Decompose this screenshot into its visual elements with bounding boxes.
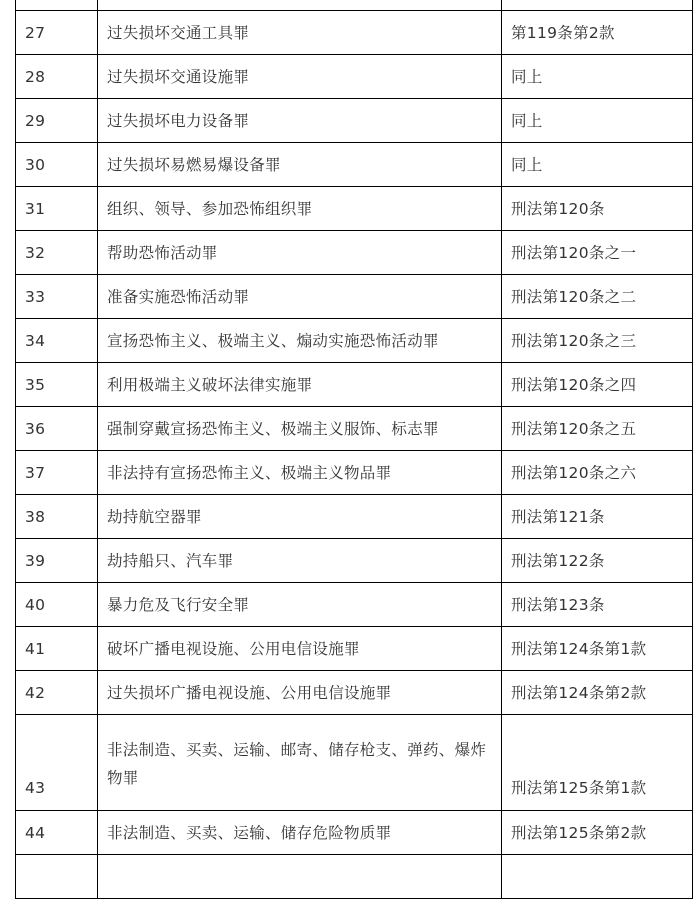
- row-number: 37: [16, 451, 98, 495]
- law-article: 同上: [502, 55, 693, 99]
- crimes-table: [15, 0, 693, 899]
- table-row: [16, 627, 693, 671]
- law-article: 刑法第120条之二: [502, 275, 693, 319]
- table-row: [16, 0, 693, 11]
- table-row: [16, 363, 693, 407]
- row-number: 40: [16, 583, 98, 627]
- crime-name: 过失损坏交通工具罪: [98, 11, 502, 55]
- row-number: 36: [16, 407, 98, 451]
- row-number: 32: [16, 231, 98, 275]
- row-number: 43: [16, 715, 98, 811]
- law-article: 刑法第125条第1款: [502, 715, 693, 811]
- crime-name: 过失损坏交通设施罪: [98, 55, 502, 99]
- row-number: 39: [16, 539, 98, 583]
- crime-name: 宣扬恐怖主义、极端主义、煽动实施恐怖活动罪: [98, 319, 502, 363]
- row-number: 27: [16, 11, 98, 55]
- crime-name: 非法制造、买卖、运输、邮寄、储存枪支、弹药、爆炸物罪: [98, 715, 502, 811]
- row-number: 44: [16, 811, 98, 855]
- law-article: 第119条第2款: [502, 11, 693, 55]
- table-row: [16, 55, 693, 99]
- law-article: 刑法第123条: [502, 583, 693, 627]
- crime-name: 破坏广播电视设施、公用电信设施罪: [98, 627, 502, 671]
- row-number: [16, 855, 98, 899]
- table-row: [16, 319, 693, 363]
- row-number: [16, 0, 98, 11]
- crime-name: 非法持有宣扬恐怖主义、极端主义物品罪: [98, 451, 502, 495]
- row-number: 38: [16, 495, 98, 539]
- table-row: [16, 583, 693, 627]
- crime-name: 劫持航空器罪: [98, 495, 502, 539]
- table-row: [16, 143, 693, 187]
- law-article: [502, 855, 693, 899]
- crime-name: 利用极端主义破坏法律实施罪: [98, 363, 502, 407]
- row-number: 33: [16, 275, 98, 319]
- law-article: 刑法第120条之六: [502, 451, 693, 495]
- law-article: 刑法第121条: [502, 495, 693, 539]
- law-article: 刑法第120条之五: [502, 407, 693, 451]
- crime-name: 过失损坏广播电视设施、公用电信设施罪: [98, 671, 502, 715]
- row-number: 41: [16, 627, 98, 671]
- row-number: 34: [16, 319, 98, 363]
- table-row: [16, 187, 693, 231]
- law-article: 同上: [502, 143, 693, 187]
- crime-name: [98, 0, 502, 11]
- table-row: [16, 811, 693, 855]
- row-number: 35: [16, 363, 98, 407]
- crime-name: 组织、领导、参加恐怖组织罪: [98, 187, 502, 231]
- law-article: 刑法第120条之四: [502, 363, 693, 407]
- table-row: [16, 407, 693, 451]
- crime-name: [98, 855, 502, 899]
- law-article: 刑法第124条第1款: [502, 627, 693, 671]
- law-article: 刑法第120条之三: [502, 319, 693, 363]
- table-row: [16, 855, 693, 899]
- crime-name: 帮助恐怖活动罪: [98, 231, 502, 275]
- law-article: 刑法第120条: [502, 187, 693, 231]
- row-number: 28: [16, 55, 98, 99]
- law-article: 刑法第125条第2款: [502, 811, 693, 855]
- table-row: [16, 451, 693, 495]
- row-number: 31: [16, 187, 98, 231]
- crime-name: 强制穿戴宣扬恐怖主义、极端主义服饰、标志罪: [98, 407, 502, 451]
- law-article: [502, 0, 693, 11]
- crime-name: 暴力危及飞行安全罪: [98, 583, 502, 627]
- table-row: [16, 275, 693, 319]
- table-row: [16, 715, 693, 811]
- row-number: 42: [16, 671, 98, 715]
- row-number: 30: [16, 143, 98, 187]
- crime-name: 劫持船只、汽车罪: [98, 539, 502, 583]
- crime-name: 过失损坏电力设备罪: [98, 99, 502, 143]
- law-article: 刑法第120条之一: [502, 231, 693, 275]
- crime-name: 非法制造、买卖、运输、储存危险物质罪: [98, 811, 502, 855]
- table-row: [16, 539, 693, 583]
- table-row: [16, 11, 693, 55]
- law-article: 同上: [502, 99, 693, 143]
- law-article: 刑法第124条第2款: [502, 671, 693, 715]
- table-row: [16, 495, 693, 539]
- crime-name: 准备实施恐怖活动罪: [98, 275, 502, 319]
- row-number: 29: [16, 99, 98, 143]
- law-article: 刑法第122条: [502, 539, 693, 583]
- crime-name: 过失损坏易燃易爆设备罪: [98, 143, 502, 187]
- table-row: [16, 231, 693, 275]
- table-row: [16, 671, 693, 715]
- table-row: [16, 99, 693, 143]
